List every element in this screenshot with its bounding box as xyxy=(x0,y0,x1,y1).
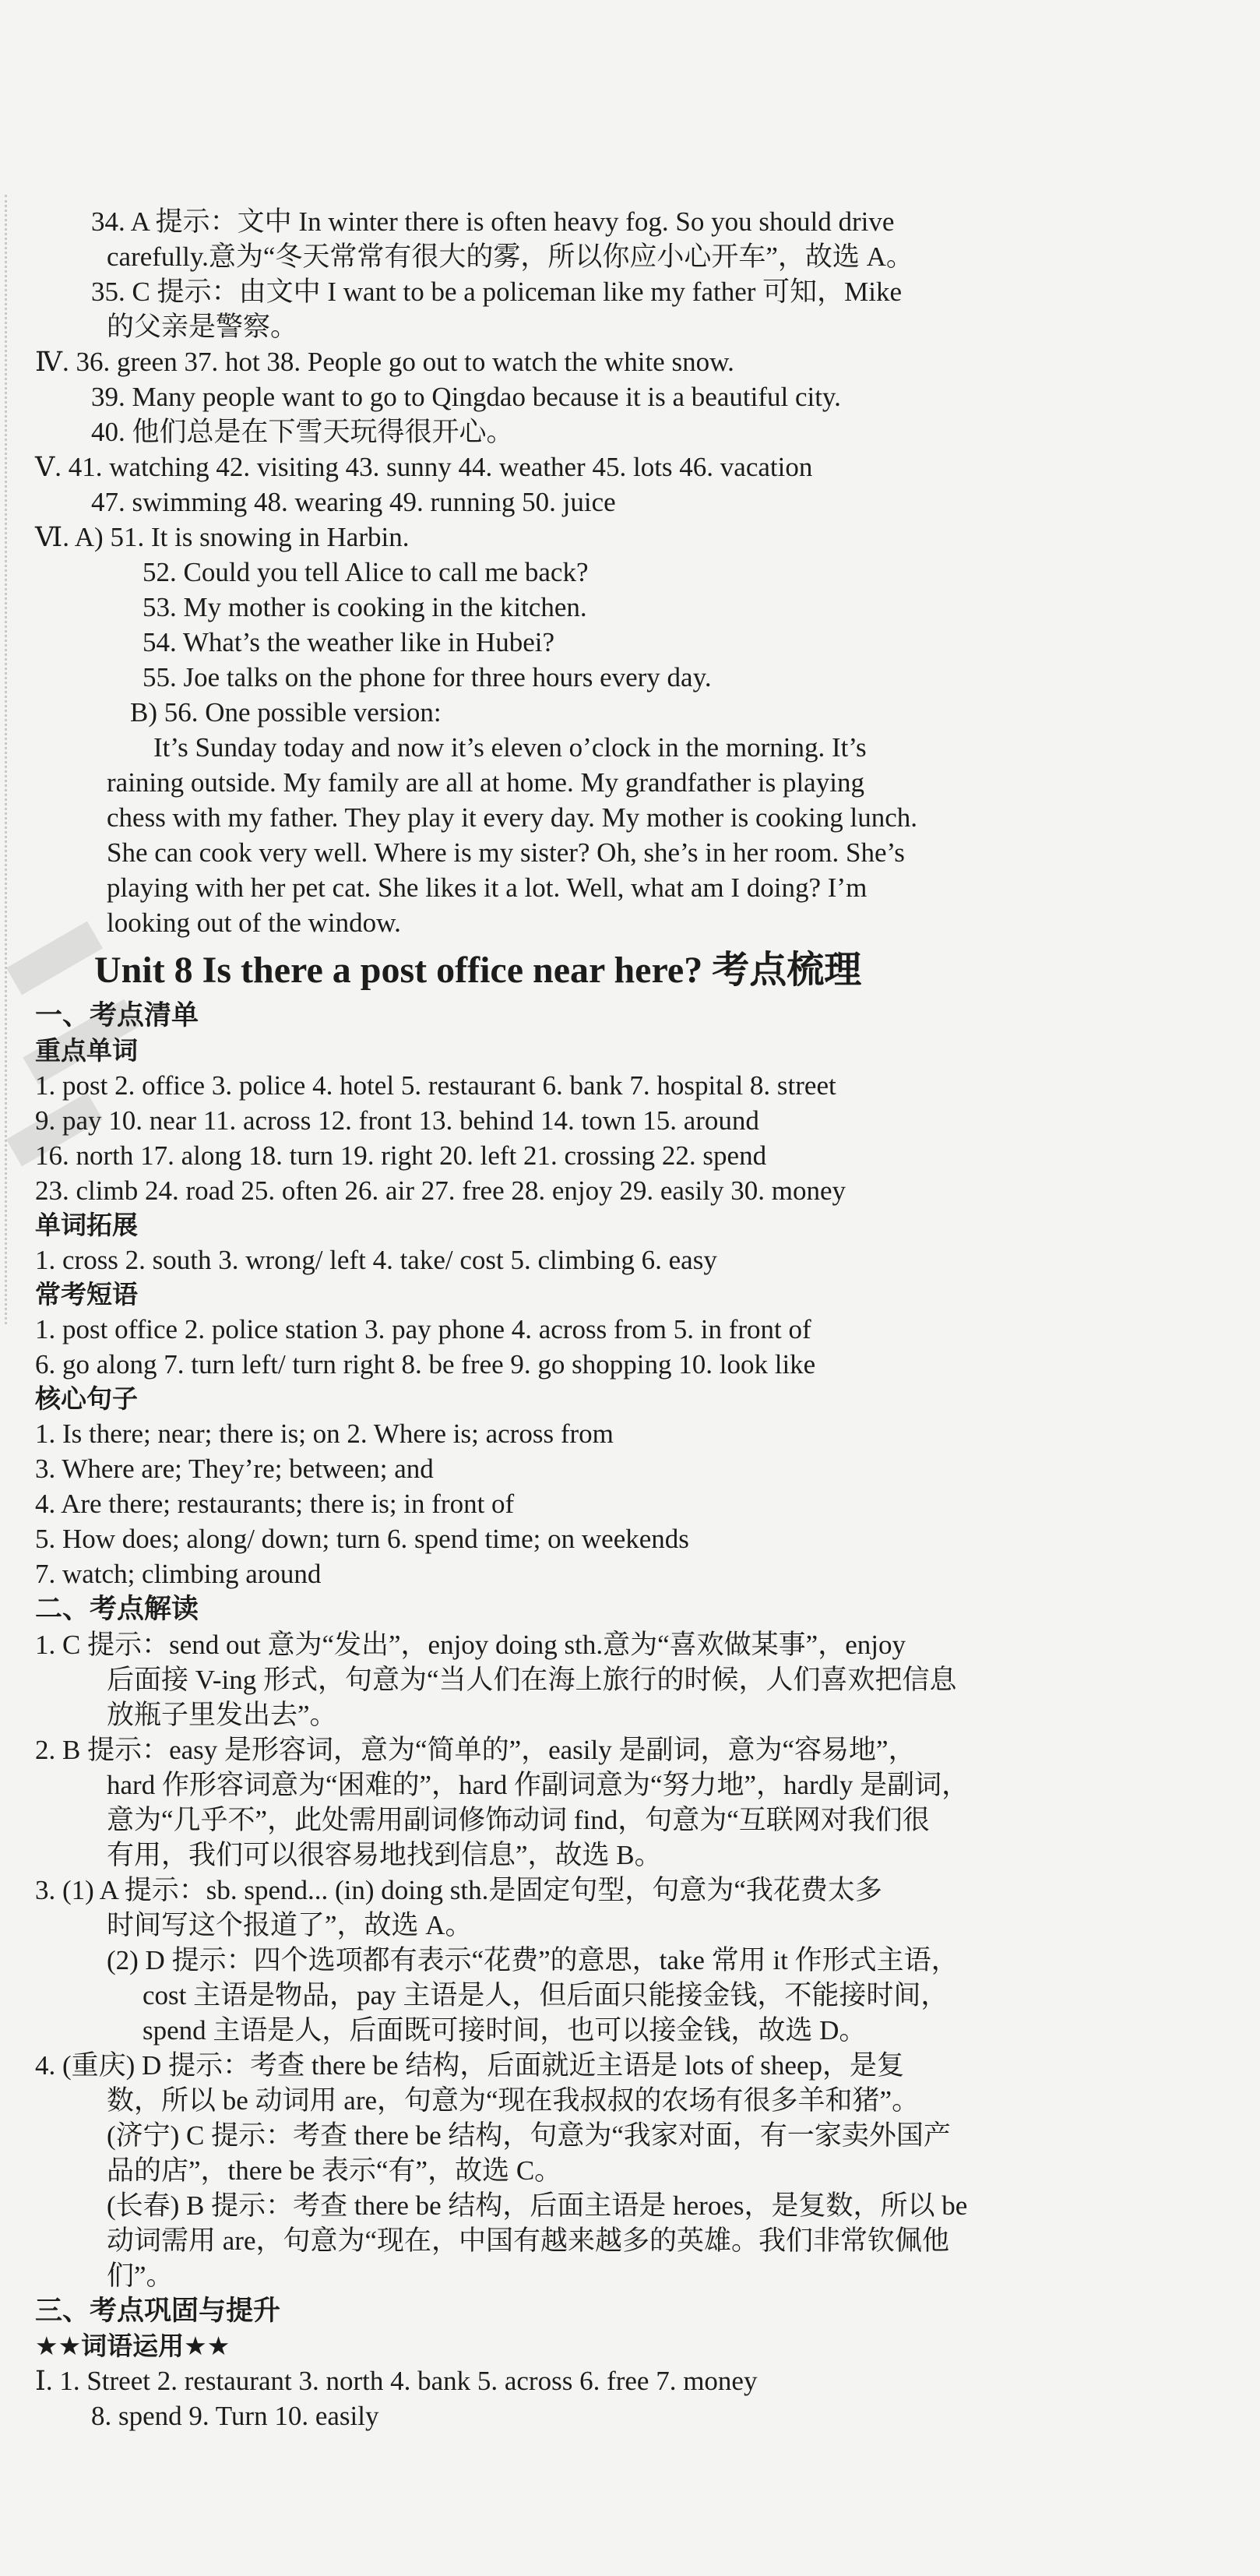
answer-line: 放瓶子里发出去”。 xyxy=(107,1700,337,1730)
answer-line: (济宁) C 提示：考查 there be 结构，句意为“我家对面，有一家卖外国产 xyxy=(107,2120,951,2151)
answer-line: 有用，我们可以很容易地找到信息”，故选 B。 xyxy=(107,1840,662,1870)
answer-line: 53. My mother is cooking in the kitchen. xyxy=(143,592,587,622)
answer-line: chess with my father. They play it every day. My mother is cooking lunch. xyxy=(107,802,918,833)
answer-line: 1. Is there; near; there is; on 2. Where is; across from xyxy=(35,1418,614,1449)
answer-line: raining outside. My family are all at home. My grandfather is playing xyxy=(107,767,864,798)
subsection-heading: 重点单词 xyxy=(35,1035,138,1066)
answer-line: 16. north 17. along 18. turn 19. right 20. left 21. crossing 22. spend xyxy=(35,1140,767,1171)
answer-line: carefully.意为“冬天常常有很大的雾，所以你应小心开车”，故选 A。 xyxy=(107,241,913,272)
subsection-heading: 常考短语 xyxy=(35,1279,138,1309)
answer-line: 5. How does; along/ down; turn 6. spend time; on weekends xyxy=(35,1524,689,1554)
answer-line: cost 主语是物品，pay 主语是人，但后面只能接金钱，不能接时间， xyxy=(143,1980,949,2010)
answer-line: 1. post 2. office 3. police 4. hotel 5. restaurant 6. bank 7. hospital 8. street xyxy=(35,1070,836,1101)
answer-line: 1. cross 2. south 3. wrong/ left 4. take/ cost 5. climbing 6. easy xyxy=(35,1245,717,1275)
subsection-heading: ★★词语运用★★ xyxy=(35,2331,231,2361)
answer-line: 数，所以 be 动词用 are，句意为“现在我叔叔的农场有很多羊和猪”。 xyxy=(107,2085,920,2116)
answer-line: She can cook very well. Where is my sister? Oh, she’s in her room. She’s xyxy=(107,837,905,868)
subsection-heading: 核心句子 xyxy=(35,1383,138,1414)
answer-line: playing with her pet cat. She likes it a lot. Well, what am I doing? I’m xyxy=(107,872,868,903)
answer-line: 后面接 V-ing 形式，句意为“当人们在海上旅行的时候，人们喜欢把信息 xyxy=(107,1665,957,1695)
answer-line: 4. (重庆) D 提示：考查 there be 结构，后面就近主语是 lots of sheep，是复 xyxy=(35,2050,904,2081)
answer-line: 2. B 提示：easy 是形容词，意为“简单的”，easily 是副词，意为“容易地”， xyxy=(35,1735,916,1765)
answer-line: Ⅰ. 1. Street 2. restaurant 3. north 4. bank 5. across 6. free 7. money xyxy=(35,2366,758,2396)
answer-line: B) 56. One possible version: xyxy=(130,697,442,728)
answer-line: 52. Could you tell Alice to call me back? xyxy=(143,557,589,587)
answer-line: 1. C 提示：send out 意为“发出”，enjoy doing sth.意为“喜欢做某事”，enjoy xyxy=(35,1630,906,1660)
answer-line: 们”。 xyxy=(107,2261,174,2291)
answer-line: 的父亲是警察。 xyxy=(107,312,298,342)
answer-line: 54. What’s the weather like in Hubei? xyxy=(143,627,555,657)
answer-line: 40. 他们总是在下雪天玩得很开心。 xyxy=(91,417,514,447)
answer-line: 35. C 提示：由文中 I want to be a policeman like my father 可知，Mike xyxy=(91,277,903,307)
answer-line: spend 主语是人，后面既可接时间，也可以接金钱，故选 D。 xyxy=(143,2015,867,2046)
answer-line: Ⅴ. 41. watching 42. visiting 43. sunny 44. weather 45. lots 46. vacation xyxy=(35,452,813,482)
answer-line: 意为“几乎不”，此处需用副词修饰动词 find，句意为“互联网对我们很 xyxy=(107,1805,930,1835)
section-heading: 二、考点解读 xyxy=(35,1594,199,1625)
subsection-heading: 单词拓展 xyxy=(35,1210,138,1240)
answer-line: It’s Sunday today and now it’s eleven o’clock in the morning. It’s xyxy=(153,732,867,763)
answer-line: 3. (1) A 提示：sb. spend... (in) doing sth.是固定句型，句意为“我花费太多 xyxy=(35,1875,882,1905)
answer-line: 1. post office 2. police station 3. pay phone 4. across from 5. in front of xyxy=(35,1314,811,1344)
answer-line: 6. go along 7. turn left/ turn right 8. be free 9. go shopping 10. look like xyxy=(35,1349,816,1380)
answer-line: 品的店”，there be 表示“有”，故选 C。 xyxy=(107,2155,562,2186)
answer-line: 34. A 提示：文中 In winter there is often heavy fog. So you should drive xyxy=(91,206,895,237)
answer-line: 4. Are there; restaurants; there is; in front of xyxy=(35,1489,515,1519)
answer-line: 8. spend 9. Turn 10. easily xyxy=(91,2401,379,2431)
answer-line: 55. Joe talks on the phone for three hours every day. xyxy=(143,662,712,692)
answer-line: 动词需用 are，句意为“现在，中国有越来越多的英雄。我们非常钦佩他 xyxy=(107,2225,950,2256)
answer-line: (长春) B 提示：考查 there be 结构，后面主语是 heroes，是复数，所以 be xyxy=(107,2190,968,2221)
answer-line: Ⅳ. 36. green 37. hot 38. People go out to watch the white snow. xyxy=(35,347,734,377)
answer-line: (2) D 提示：四个选项都有表示“花费”的意思，take 常用 it 作形式主语， xyxy=(107,1945,959,1975)
answer-line: 23. climb 24. road 25. often 26. air 27. free 28. enjoy 29. easily 30. money xyxy=(35,1175,846,1206)
answer-line: Ⅵ. A) 51. It is snowing in Harbin. xyxy=(35,522,410,552)
unit-title: Unit 8 Is there a post office near here? 考点梳理 xyxy=(94,950,862,991)
answer-content xyxy=(35,204,1071,2433)
answer-line: 7. watch; climbing around xyxy=(35,1559,322,1589)
answer-line: 时间写这个报道了”，故选 A。 xyxy=(107,1910,473,1940)
answer-line: looking out of the window. xyxy=(107,907,401,938)
answer-line: 47. swimming 48. wearing 49. running 50. juice xyxy=(91,487,616,517)
answer-line: 39. Many people want to go to Qingdao because it is a beautiful city. xyxy=(91,382,841,412)
answer-line: 9. pay 10. near 11. across 12. front 13. behind 14. town 15. around xyxy=(35,1105,759,1136)
section-heading: 一、考点清单 xyxy=(35,1000,199,1031)
section-heading: 三、考点巩固与提升 xyxy=(35,2296,281,2327)
answer-line: hard 作形容词意为“困难的”，hard 作副词意为“努力地”，hardly 是副词， xyxy=(107,1770,970,1800)
answer-line: 3. Where are; They’re; between; and xyxy=(35,1454,434,1484)
